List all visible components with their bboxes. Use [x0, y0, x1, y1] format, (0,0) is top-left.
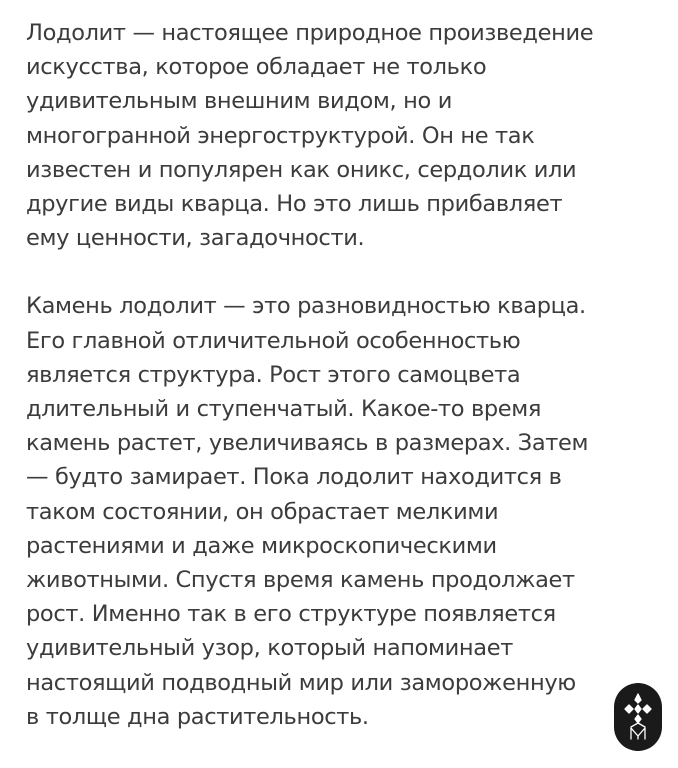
text-line: известен и популярен как оникс, сердолик или: [26, 156, 577, 183]
crystal-logo-icon: [623, 692, 653, 742]
paragraph-spacer: [26, 255, 666, 289]
text-line: удивительный узор, который напоминает: [26, 635, 513, 662]
text-line: Лодолит — настоящее природное произведение: [26, 20, 594, 46]
text-line: удивительным внешним видом, но и: [26, 88, 452, 115]
paragraph-1: [26, 16, 666, 255]
text-line: является структура. Рост этого самоцвета: [26, 361, 521, 388]
text-line: другие виды кварца. Но это лишь прибавляет: [26, 191, 563, 218]
text-line: многогранной энергоструктурой. Он не так: [26, 122, 535, 149]
text-line: настоящий подводный мир или замороженную: [26, 669, 576, 696]
text-line: Его главной отличительной особенностью: [26, 327, 521, 354]
brand-badge[interactable]: [614, 683, 662, 751]
text-line: ему ценности, загадочности.: [26, 225, 365, 252]
text-line: рост. Именно так в его структуре появляется: [26, 601, 556, 628]
text-line: таком состоянии, он обрастает мелкими: [26, 498, 499, 525]
paragraph-2: [26, 289, 666, 734]
text-line: камень растет, увеличиваясь в размерах. Затем: [26, 430, 589, 457]
text-line: животными. Спустя время камень продолжает: [26, 567, 575, 594]
article-text: [26, 16, 666, 734]
text-line: искусства, которое обладает не только: [26, 54, 487, 81]
text-line: — будто замирает. Пока лодолит находится в: [26, 464, 562, 491]
text-line: длительный и ступенчатый. Какое-то время: [26, 396, 542, 423]
text-line: растениями и даже микроскопическими: [26, 532, 497, 559]
text-line: в толще дна растительность.: [26, 703, 369, 730]
text-line: Камень лодолит — это разновидностью кварца.: [26, 293, 586, 320]
